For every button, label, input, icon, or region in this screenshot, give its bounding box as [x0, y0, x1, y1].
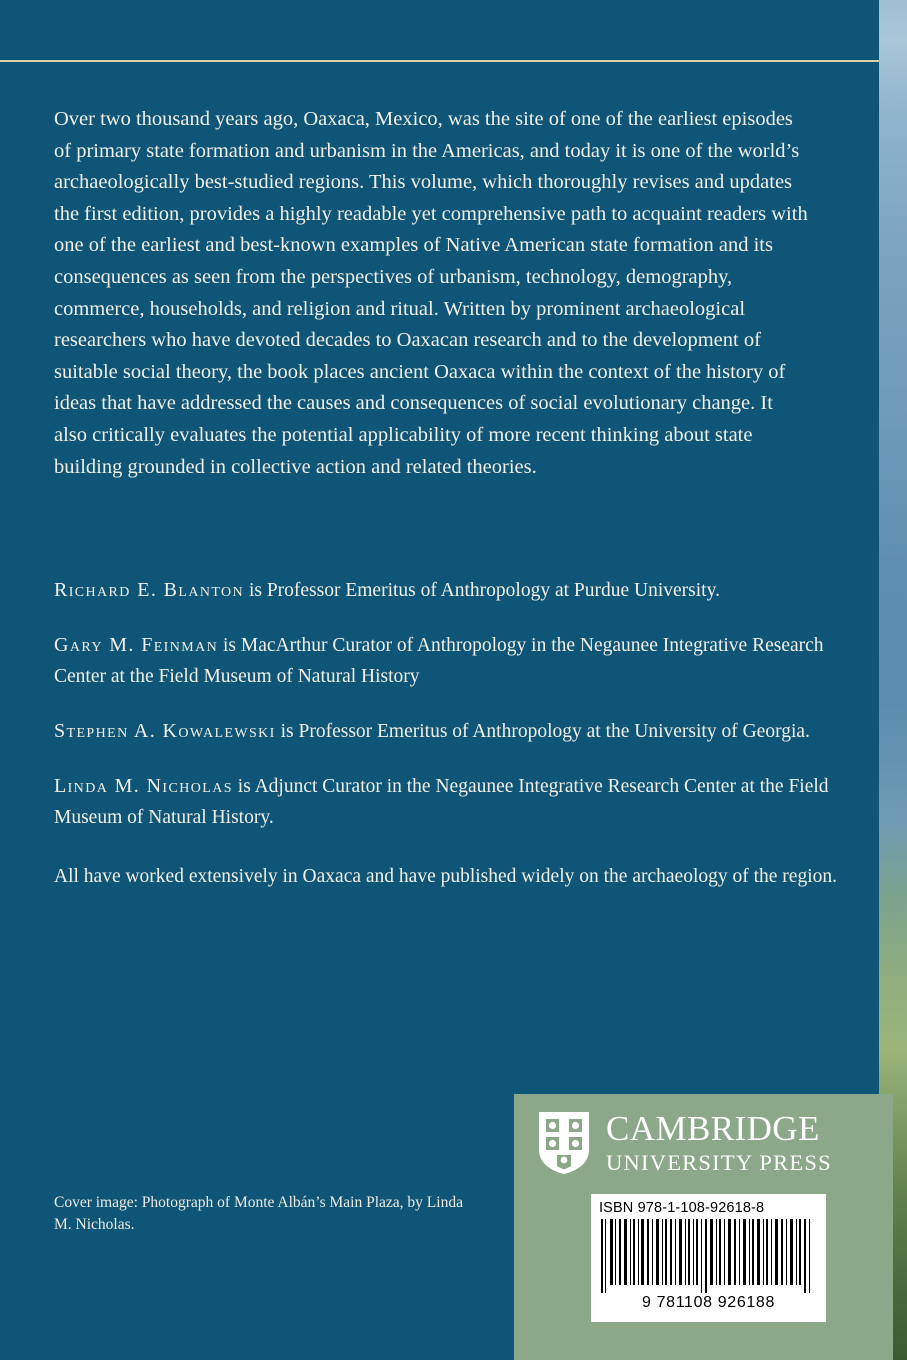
author-bio-kowalewski	[54, 716, 844, 747]
publisher-name: CAMBRIDGE	[606, 1109, 820, 1149]
author-bio-feinman	[54, 630, 844, 692]
top-divider-rule	[0, 60, 879, 62]
barcode-image	[599, 1219, 818, 1293]
publisher-wordmark	[606, 1111, 832, 1175]
cambridge-crest-icon	[536, 1110, 592, 1176]
author-bio-nicholas	[54, 771, 844, 833]
publisher-panel	[514, 1094, 893, 1360]
publisher-logo-row	[536, 1110, 832, 1176]
author-name-blanton: Richard E. Blanton	[54, 579, 245, 601]
author-name-feinman: Gary M. Feinman	[54, 634, 219, 656]
author-bios	[54, 575, 844, 892]
author-desc-feinman: is MacArthur Curator of Anthropology in the Negaunee Integrative Research Center at the Field Museum of Natural History	[54, 635, 824, 687]
author-name-nicholas: Linda M. Nicholas	[54, 775, 233, 797]
author-bio-blanton	[54, 575, 844, 606]
author-desc-nicholas: is Adjunct Curator in the Negaunee Integrative Research Center at the Field Museum of Natural History.	[54, 776, 829, 828]
publisher-subtitle: UNIVERSITY PRESS	[606, 1150, 832, 1176]
barcode-digits: 9 781108 926188	[642, 1294, 775, 1311]
isbn-barcode-box	[591, 1194, 826, 1322]
author-name-kowalewski: Stephen A. Kowalewski	[54, 720, 276, 742]
cover-image-credit: Cover image: Photograph of Monte Albán’s Main Plaza, by Linda M. Nicholas.	[54, 1194, 463, 1233]
blurb-text: Over two thousand years ago, Oaxaca, Mexico, was the site of one of the earliest episodes of primary state formation and urbanism in the Americas, and today it is one of the world’s archaeologically best-studied regions. This volume, which thoroughly revises and updates the first edition, provides a highly readable yet comprehensive path to acquaint readers with one of the earliest and best-known examples of Native American state formation and its consequences as seen from the perspectives of urbanism, technology, demography, commerce, households, and religion and ritual. Written by prominent archaeological researchers who have devoted decades to Oaxacan research and to the development of suitable social theory, the book places ancient Oaxaca within the context of the history of ideas that have addressed the causes and consequences of social evolutionary change. It also critically evaluates the potential applicability of more recent thinking about state building grounded in collective action and related theories.	[54, 108, 808, 478]
author-desc-blanton: is Professor Emeritus of Anthropology at Purdue University.	[244, 580, 720, 601]
isbn-label: ISBN 978-1-108-92618-8	[599, 1200, 765, 1216]
author-desc-kowalewski: is Professor Emeritus of Anthropology at the University of Georgia.	[275, 721, 810, 742]
closing-note: All have worked extensively in Oaxaca and have published widely on the archaeology of the region.	[54, 866, 837, 887]
